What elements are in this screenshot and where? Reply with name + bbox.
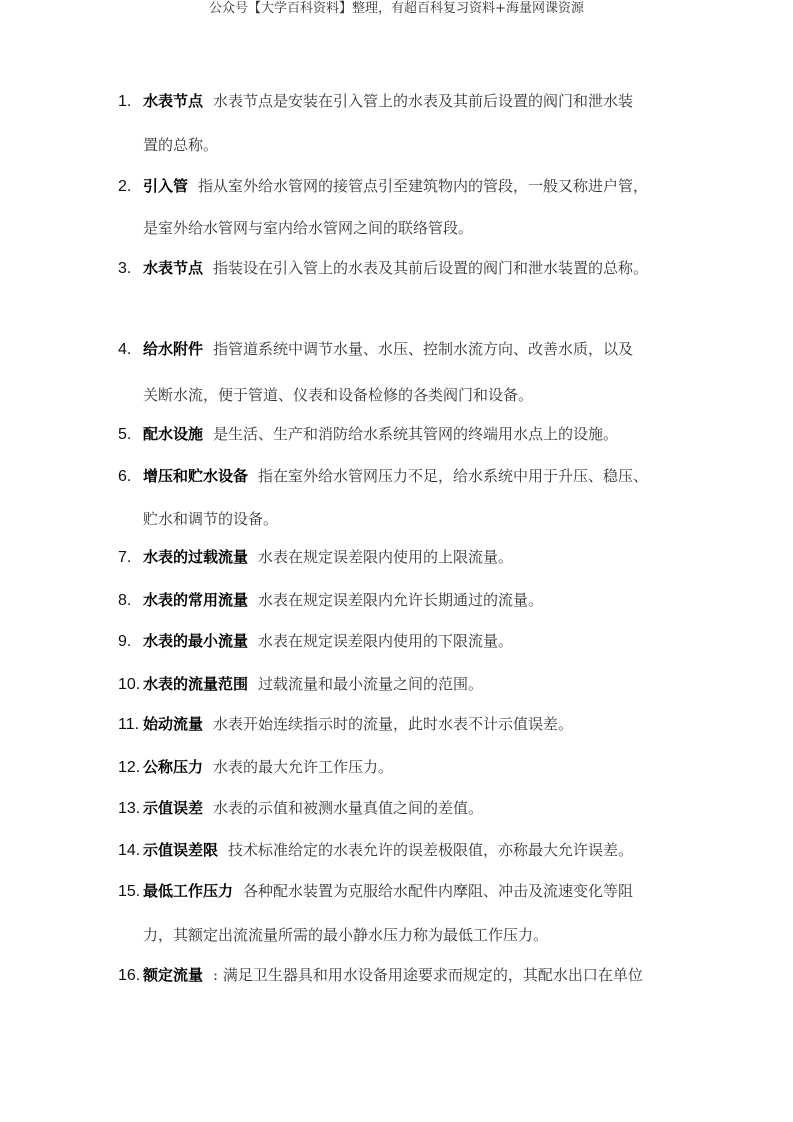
- item-number: 6.: [118, 468, 132, 485]
- list-item: [118, 424, 618, 445]
- item-definition: 水表的示值和被测水量真值之间的差值。: [213, 799, 484, 817]
- list-item: [118, 547, 513, 568]
- item-definition: 水表开始连续指示时的流量，此时水表不计示值误差。: [213, 715, 574, 733]
- item-number: 14.: [118, 842, 141, 859]
- item-term: 额定流量: [143, 966, 204, 984]
- item-term: 水表节点: [143, 259, 204, 277]
- item-definition: 指管道系统中调节水量、水压、控制水流方向、改善水质，以及: [213, 340, 634, 358]
- item-number: 1.: [118, 93, 132, 110]
- item-number: 4.: [118, 341, 132, 358]
- item-definition: 指在室外给水管网压力不足，给水系统中用于升压、稳压、: [258, 467, 649, 485]
- list-item: [118, 631, 513, 652]
- item-definition: 各种配水装置为克服给水配件内摩阻、冲击及流速变化等阻: [243, 882, 634, 900]
- item-definition-continued: 关断水流，便于管道、仪表和设备检修的各类阀门和设备。: [143, 386, 534, 404]
- item-definition: 水表的最大允许工作压力。: [213, 758, 394, 776]
- item-term: 水表的过载流量: [143, 548, 249, 566]
- list-item: [118, 840, 633, 861]
- item-term: 最低工作压力: [143, 882, 234, 900]
- item-number: 16.: [118, 967, 141, 984]
- list-item: [118, 258, 648, 279]
- page-header: 公众号【大学百科资料】整理，有超百科复习资料+海量网课资源: [209, 1, 584, 16]
- item-term: 始动流量: [143, 715, 204, 733]
- item-term: 示值误差: [143, 799, 204, 817]
- item-term: 给水附件: [143, 340, 204, 358]
- item-term: 引入管: [143, 177, 189, 195]
- list-item: [118, 176, 648, 197]
- item-definition: 过载流量和最小流量之间的范围。: [258, 675, 484, 693]
- list-item: [118, 466, 648, 487]
- item-number: 8.: [118, 592, 132, 609]
- item-number: 2.: [118, 178, 132, 195]
- item-term: 增压和贮水设备: [143, 467, 249, 485]
- item-definition: 是生活、生产和消防给水系统其管网的终端用水点上的设施。: [213, 425, 619, 443]
- list-item: [118, 881, 633, 902]
- list-item: [118, 590, 543, 611]
- item-term: 水表的流量范围: [143, 675, 249, 693]
- item-number: 7.: [118, 549, 132, 566]
- item-term: 公称压力: [143, 758, 204, 776]
- item-definition: 指装设在引入管上的水表及其前后设置的阀门和泄水装置的总称。: [213, 259, 649, 277]
- item-definition: 水表在规定误差限内使用的下限流量。: [258, 632, 514, 650]
- item-definition-continued: 贮水和调节的设备。: [143, 510, 279, 528]
- list-item: [118, 757, 393, 778]
- item-number: 10.: [118, 676, 141, 693]
- item-definition-continued: 力，其额定出流流量所需的最小静水压力称为最低工作压力。: [143, 926, 549, 944]
- item-number: 12.: [118, 759, 141, 776]
- list-item: [118, 714, 573, 735]
- item-number: 15.: [118, 883, 141, 900]
- list-item: [118, 798, 483, 819]
- item-definition: 水表节点是安装在引入管上的水表及其前后设置的阀门和泄水装: [213, 92, 634, 110]
- list-item: [118, 339, 633, 360]
- item-term: 示值误差限: [143, 841, 219, 859]
- item-definition-continued: 是室外给水管网与室内给水管网之间的联络管段。: [143, 219, 474, 237]
- item-definition: 水表在规定误差限内允许长期通过的流量。: [258, 591, 544, 609]
- list-item: [118, 91, 633, 112]
- item-term: 配水设施: [143, 425, 204, 443]
- item-definition: : 满足卫生器具和用水设备用途要求而规定的，其配水出口在单位: [213, 966, 643, 984]
- item-term: 水表节点: [143, 92, 204, 110]
- item-number: 5.: [118, 426, 132, 443]
- list-item: [118, 965, 643, 986]
- item-definition-continued: 置的总称。: [143, 136, 219, 154]
- item-definition: 指从室外给水管网的接管点引至建筑物内的管段，一般又称进户管，: [198, 177, 649, 195]
- item-definition: 技术标准给定的水表允许的误差极限值，亦称最大允许误差。: [228, 841, 634, 859]
- item-definition: 水表在规定误差限内使用的上限流量。: [258, 548, 514, 566]
- item-number: 9.: [118, 633, 132, 650]
- list-item: [118, 674, 483, 695]
- item-term: 水表的最小流量: [143, 632, 249, 650]
- item-number: 13.: [118, 800, 141, 817]
- item-number: 3.: [118, 260, 132, 277]
- item-term: 水表的常用流量: [143, 591, 249, 609]
- item-number: 11.: [118, 716, 140, 733]
